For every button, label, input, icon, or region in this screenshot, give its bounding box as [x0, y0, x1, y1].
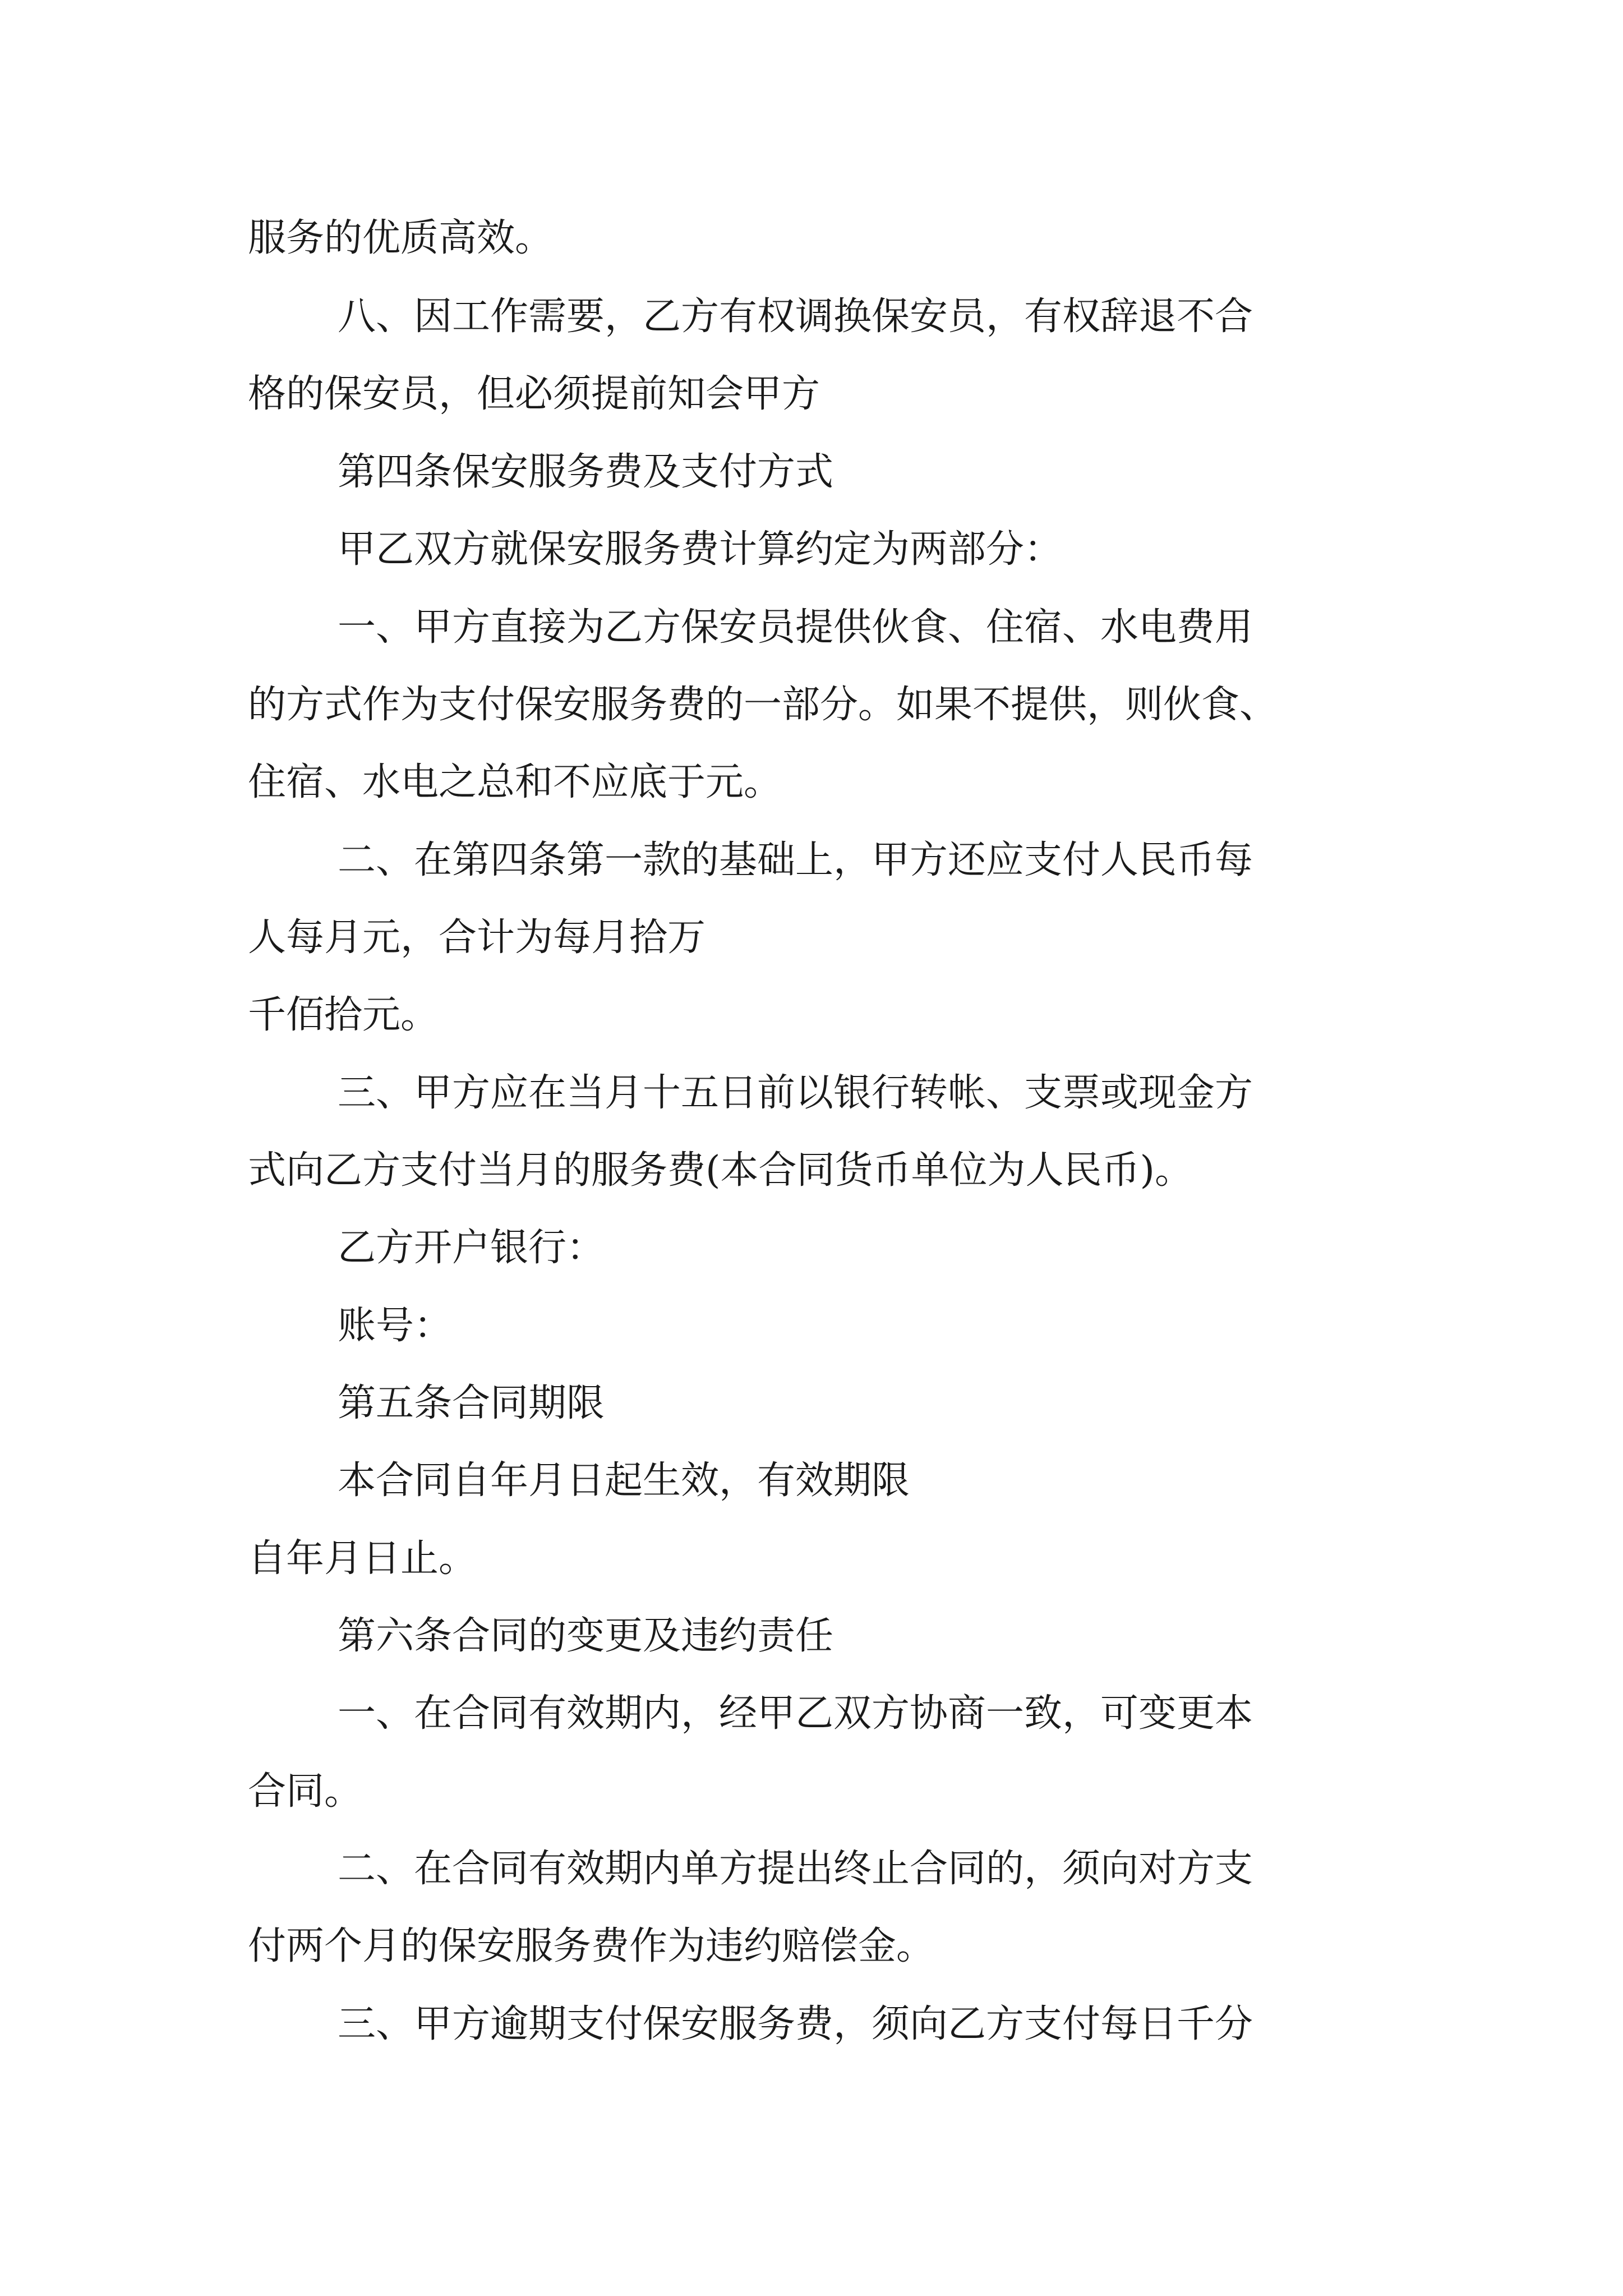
text-line: 二、在合同有效期内单方提出终止合同的，须向对方支 — [338, 1847, 1253, 1891]
section-heading: 第五条合同期限 — [338, 1381, 605, 1425]
text-line: 一、在合同有效期内，经甲乙双方协商一致，可变更本 — [338, 1691, 1253, 1736]
bank-line: 乙方开户银行： — [338, 1226, 605, 1270]
text-line: 八、因工作需要，乙方有权调换保安员，有权辞退不合 — [338, 295, 1253, 339]
text-line: 一、甲方直接为乙方保安员提供伙食、住宿、水电费用 — [338, 605, 1253, 650]
text-line: 式向乙方支付当月的服务费(本合同货币单位为人民币)。 — [248, 1148, 1193, 1193]
text-line: 人每月元，合计为每月拾万 — [248, 915, 706, 960]
text-line: 合同。 — [248, 1769, 363, 1814]
text-line: 二、在第四条第一款的基础上，甲方还应支付人民币每 — [338, 838, 1253, 882]
section-heading: 第六条合同的变更及违约责任 — [338, 1614, 834, 1658]
text-line: 本合同自年月日起生效，有效期限 — [338, 1458, 910, 1503]
account-line: 账号： — [338, 1304, 453, 1348]
text-line: 三、甲方逾期支付保安服务费，须向乙方支付每日千分 — [338, 2002, 1253, 2046]
text-line: 三、甲方应在当月十五日前以银行转帐、支票或现金方 — [338, 1071, 1253, 1115]
text-line: 自年月日止。 — [248, 1536, 477, 1581]
text-line: 格的保安员，但必须提前知会甲方 — [248, 372, 820, 416]
text-line: 甲乙双方就保安服务费计算约定为两部分： — [338, 527, 1063, 572]
text-line: 服务的优质高效。 — [248, 216, 554, 260]
section-heading: 第四条保安服务费及支付方式 — [338, 450, 834, 494]
text-line: 住宿、水电之总和不应底于元。 — [248, 760, 782, 804]
text-line: 千佰拾元。 — [248, 993, 439, 1037]
text-line: 付两个月的保安服务费作为违约赔偿金。 — [248, 1924, 935, 1968]
text-line: 的方式作为支付保安服务费的一部分。如果不提供，则伙食、 — [248, 683, 1278, 727]
